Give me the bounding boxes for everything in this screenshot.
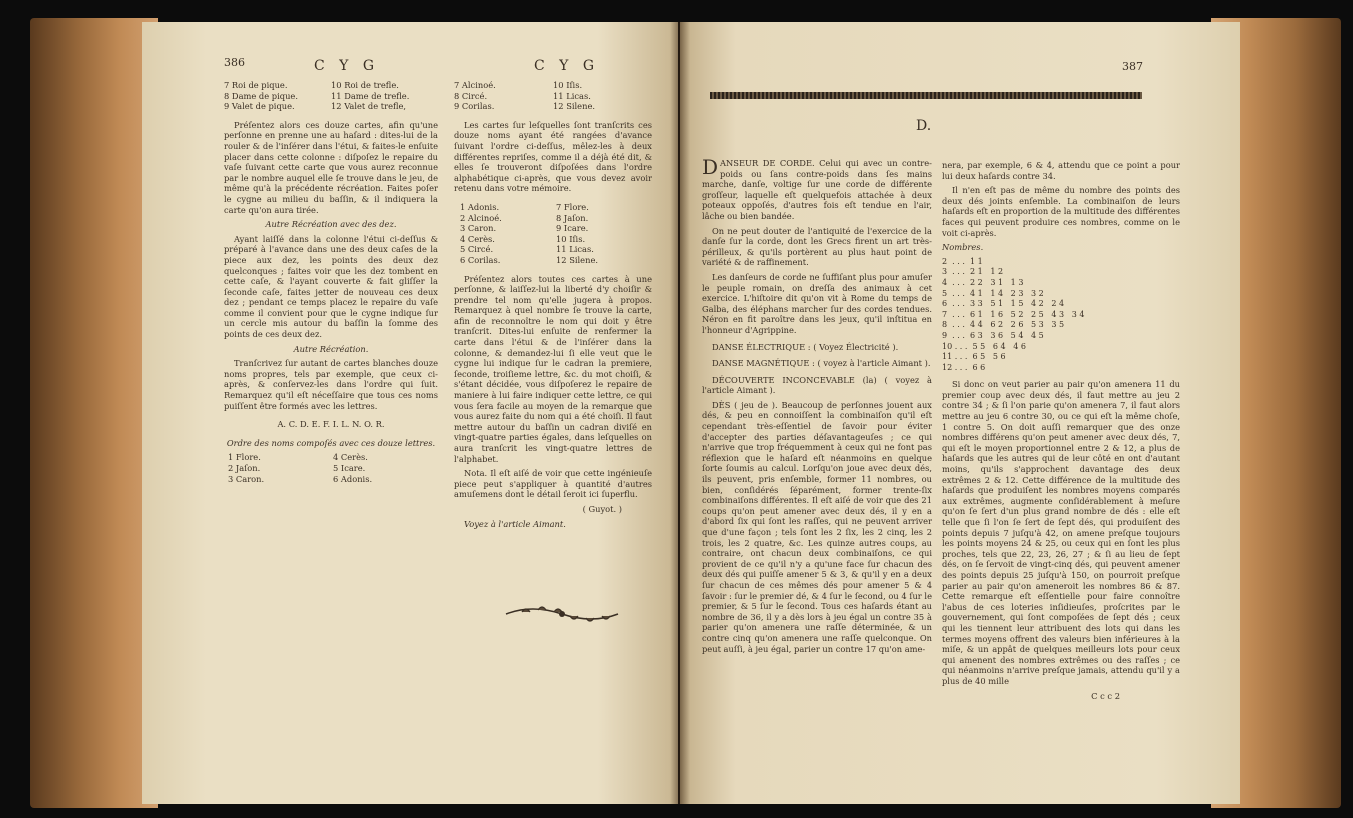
list-item: 3 Caron. bbox=[460, 223, 497, 234]
list-item: 12 Silene. bbox=[553, 101, 595, 112]
name-list bbox=[224, 452, 438, 484]
entry-heading: DANSE ÉLECTRIQUE : ( Voyez Électricité ). bbox=[712, 341, 899, 352]
list-item: 2 Jaſon. bbox=[228, 463, 261, 473]
page-number: 387 bbox=[1122, 60, 1143, 73]
right-page bbox=[680, 22, 1240, 804]
card-list bbox=[454, 80, 652, 112]
table-row: 9 . . . 6 3 3 6 5 4 4 5 bbox=[942, 330, 1044, 340]
table-row: 6 . . . 3 3 5 1 1 5 4 2 2 4 bbox=[942, 299, 1065, 309]
page-number: 386 bbox=[224, 56, 245, 69]
section-heading: Autre Récréation avec des dez. bbox=[265, 219, 397, 230]
paragraph: Préſentez alors toutes ces cartes à une perſonne, & laiſſez-lui la liberté d'y choiſir & prendre tel nom qu'elle jugera à propos. Remarquez à quel nombre ſe trouve la carte, afin de reconnoître le nom qui doit y être tranſcrit. Dites-lui enſuite de renfermer la carte dans l'étui & de l'inſérer dans la colonne, & demandez-lui ſi elle veut que le cygne lui indique ſur le cadran la premiere, ſeconde, troiſieme lettre, &c. du mot choiſi, & s'étant décidée, vous diſpoſerez le repaire de maniere à lui faire indiquer cette lettre, ce qui vous ſera facile au moyen de la remarque que vous aurez faite du nom qui a été choiſi. Il faut mettre autour du baſſin un cadran diviſé en vingt-quatre parties égales, dans leſquelles on aura tranſcrit les vingt-quatre lettres de l'alphabet. bbox=[454, 273, 652, 464]
list-item: 12 Silene. bbox=[556, 254, 598, 265]
paragraph: Il n'en eſt pas de même du nombre des points des deux dés joints enſemble. La combinaiſon de leurs haſards eſt en proportion de la multitude des différentes faces qui peuvent produire ces nombres, comme on le voit ci-après. bbox=[942, 185, 1180, 238]
list-item: 12 Valet de trefle, bbox=[331, 101, 407, 112]
name-list bbox=[454, 202, 652, 266]
list-item: 5 Circé. bbox=[460, 244, 494, 255]
left-page bbox=[142, 22, 678, 804]
list-item: 3 Caron. bbox=[228, 473, 265, 484]
book-gutter bbox=[670, 22, 690, 804]
left-cover-edge bbox=[30, 18, 158, 808]
paragraph: Préſentez alors ces douze cartes, afin qu'une perſonne en prenne une au haſard : dites-lui de la rouler & de l'inſérer dans l'étui, & faites-le enſuite placer dans cette colonne : diſpoſez le repaire du vaſe ſuivant cette carte que vous aurez reconnue par le nombre auquel elle ſe trouve dans le jeu, de même qu'à la précédente récréation. Faites poſer le cygne au milieu du baſſin, & il indiquera la carte qu'on aura tirée. bbox=[224, 119, 438, 215]
table-row: 2 . . . 1 1 bbox=[942, 256, 983, 266]
list-item: 9 Corilas. bbox=[454, 101, 495, 112]
left-column-1 bbox=[224, 80, 438, 484]
list-item: 11 Dame de trefle. bbox=[331, 90, 410, 101]
list-item: 9 Icare. bbox=[556, 223, 589, 234]
list-item: 7 Flore. bbox=[556, 201, 589, 212]
dice-combination-table bbox=[942, 257, 1180, 374]
paragraph: DÈS ( jeu de ). Beaucoup de perſonnes jouent aux dés, & peu en connoiſſent la combinaiſon qu'il eſt cependant très-eſſentiel de ſavoir pour éviter d'accepter des parties déſavantageuſes ; ce qui n'arrive que trop fréquemment à ceux qui ne font pas réflexion que le haſard eſt néanmoins en quelque ſorte ſoumis au calcul. Lorſqu'on joue avec deux dés, ils peuvent, pris enſemble, former 11 nombres, ou bien, conſidérés ſéparément, former trente-ſix combinaiſons différentes. Il eſt aiſé de voir que des 21 coups qu'on peut amener avec deux dés, il y en a d'abord ſix qui ſont les raſſes, qui ne peuvent arriver que d'une façon ; tels ſont les 2 ſix, les 2 cinq, les 2 trois, les 2 quatre, &c. Les quinze autres coups, au contraire, ont chacun deux combinaiſons, ce qui provient de ce qu'il n'y a qu'une face ſur chacun des deux dés qui puiſſe amener 5 & 3, & qu'il y en a deux ſur chacun de ces mêmes dés pour amener 5 & 4 ſavoir : ſur le premier dé, & 4 ſur le ſecond, ou 4 ſur le premier, & 5 ſur le ſecond. Tous ces haſards étant au nombre de 36, il y a dès lors à jeu égal un contre 35 à parier qu'on amenera une raſſe déterminée, & un contre cinq qu'on amenera une raſſe quelconque. On peut auſſi, à jeu égal, parier un contre 17 qu'on ame- bbox=[702, 399, 932, 654]
signature-mark: C c c 2 bbox=[1091, 690, 1120, 701]
list-item: 6 Adonis. bbox=[333, 473, 373, 484]
section-heading: Autre Récréation. bbox=[293, 343, 369, 354]
table-row: 11 . . . 6 5 5 6 bbox=[942, 352, 1006, 362]
list-item: 2 Alcinoé. bbox=[460, 212, 502, 223]
paragraph: Tranſcrivez ſur autant de cartes blanches douze noms propres, tels par exemple, que ceux ci-après, & conſervez-les dans l'ordre qui ſuit. Remarquez qu'il eſt néceſſaire que tous ces noms puiſſent être formés avec les lettres. bbox=[224, 358, 438, 411]
list-item: 7 Roi de pique. bbox=[224, 80, 288, 90]
table-row: 4 . . . 2 2 3 1 1 3 bbox=[942, 277, 1024, 287]
list-item: 4 Cerès. bbox=[460, 233, 495, 244]
header-rule bbox=[710, 92, 1142, 99]
table-row: 5 . . . 4 1 1 4 2 3 3 2 bbox=[942, 288, 1044, 298]
list-item: 11 Licas. bbox=[553, 90, 591, 101]
running-head: C Y G bbox=[534, 58, 600, 74]
list-item: 8 Jaſon. bbox=[556, 212, 589, 223]
list-item: 4 Cerès. bbox=[333, 452, 368, 463]
cross-reference: Voyez à l'article Aimant. bbox=[464, 518, 566, 529]
table-row: 8 . . . 4 4 6 2 2 6 5 3 3 5 bbox=[942, 320, 1065, 330]
card-list bbox=[224, 80, 438, 112]
paragraph: Si donc on veut parier au pair qu'on amenera 11 du premier coup avec deux dés, il faut mettre au jeu 2 contre 34 ; & ſi l'on parie qu'on amenera 7, il faut alors mettre au jeu 6 contre 30, ou ce qui eſt la même choſe, 1 contre 5. On doit auſſi remarquer que des onze nombres différens qu'on peut amener avec deux dés, 7, qui eſt le moyen proportionnel entre 2 & 12, a plus de haſards que les autres qui de leur côté en ont d'autant moins, qu'ils s'approchent davantage des deux extrêmes 2 & 12. Cette différence de la multitude des haſards que produiſent les nombres moyens comparés aux extrêmes, augmente conſidérablement à meſure qu'on ſe ſert d'un plus grand nombre de dés : elle eſt telle que ſi l'on ſe ſert de ſept dés, qui produiſent des points depuis 7 juſqu'à 42, on amene preſque toujours les points moyens 24 & 25, ou ceux qui en ſont les plus proches, tels que 22, 23, 26, 27 ; & ſi au lieu de ſept dés, on ſe ſervoit de vingt-cinq dés, qui peuvent amener des points depuis 25 juſqu'à 150, on pourroit preſque parier au pair qu'on ameneroit les nombres 86 & 87. Cette remarque eſt eſſentielle pour faire connoître l'abus de ces loteries inſidieuſes, proſcrites par le gouvernement, qui ſont compoſées de ſept dés ; ceux qui les tiennent leur attribuent des lots qui dans les termes moyens offrent des valeurs bien inférieures à la miſe, & un appât de quelques meilleurs lots pour ceux qui amenent des nombres extrêmes ou des raſſes ; ce qui néanmoins n'arrive preſque jamais, attendu qu'il y a plus de 40 mille bbox=[942, 379, 1180, 686]
list-item: 10 Iſis. bbox=[553, 80, 583, 90]
table-title: Nombres. bbox=[942, 242, 984, 253]
paragraph: Les cartes ſur leſquelles ſont tranſcrits ces douze noms ayant été rangées d'avance ſuivant l'ordre ci-deſſus, mêlez-les à deux différentes repriſes, comme il a déjà été dit, & elles ſe trouveront diſpoſées dans l'ordre alphabétique ci-après, que vous devez avoir retenu dans votre mémoire. bbox=[454, 119, 652, 194]
list-item: 7 Alcinoé. bbox=[454, 80, 496, 90]
list-item: 8 Dame de pique. bbox=[224, 90, 298, 101]
paragraph bbox=[702, 155, 932, 222]
section-letter: D. bbox=[916, 118, 932, 134]
list-item: 1 Adonis. bbox=[460, 201, 500, 212]
table-row: 7 . . . 6 1 1 6 5 2 2 5 4 3 3 4 bbox=[942, 309, 1085, 319]
leaf-ornament-icon bbox=[502, 602, 622, 626]
paragraph-text: ANSEUR DE CORDE. Celui qui avec un contre-poids ou ſans contre-poids dans ſes mains marche, danſe, voltige ſur une corde de différente groſſeur, laquelle eſt quelquefois attachée à deux poteaux oppoſés, d'autres fois eſt tendue en l'air, lâche ou bien bandée. bbox=[702, 158, 932, 221]
drop-cap: D bbox=[702, 155, 719, 179]
list-item: 1 Flore. bbox=[228, 452, 261, 463]
list-item: 11 Licas. bbox=[556, 244, 594, 255]
left-column-2 bbox=[454, 80, 652, 533]
paragraph: Les danſeurs de corde ne ſuffiſant plus pour amuſer le peuple romain, on dreſſa des animaux à cet exercice. L'hiſtoire dit qu'on vit à Rome du temps de Galba, des éléphans marcher ſur des cordes tendues. Néron en fit paroître dans les jeux, qu'il inſtitua en l'honneur d'Agrippine. bbox=[702, 271, 932, 335]
table-row: 3 . . . 2 1 1 2 bbox=[942, 267, 1004, 277]
list-item: 6 Corilas. bbox=[460, 254, 501, 265]
right-column-1 bbox=[702, 155, 932, 658]
list-item: 8 Circé. bbox=[454, 90, 488, 101]
paragraph: On ne peut douter de l'antiquité de l'exercice de la danſe ſur la corde, dont les Grecs firent un art très-périlleux, & qu'ils portèrent au plus haut point de variété & de raffinement. bbox=[702, 225, 932, 268]
table-row: 12 . . . 6 6 bbox=[942, 362, 986, 372]
nota-paragraph: Nota. Il eſt aiſé de voir que cette ingénieuſe piece peut s'appliquer à quantité d'autres amuſemens dont le détail ſeroit ici ſuperflu. bbox=[454, 468, 652, 500]
list-item: 9 Valet de pique. bbox=[224, 101, 295, 112]
table-row: 10 . . . 5 5 6 4 4 6 bbox=[942, 341, 1026, 351]
list-item: 10 Roi de trefle. bbox=[331, 80, 399, 90]
list-item: 10 Iſis. bbox=[556, 233, 586, 244]
author-credit: ( Guyot. ) bbox=[582, 503, 622, 514]
list-item: 5 Icare. bbox=[333, 463, 366, 473]
entry-heading: DÉCOUVERTE INCONCEVABLE (la) ( voyez à l'article Aimant ). bbox=[702, 374, 932, 396]
right-column-2 bbox=[942, 160, 1180, 705]
letters-line: A. C. D. E. F. I. L. N. O. R. bbox=[277, 419, 385, 430]
paragraph: nera, par exemple, 6 & 4, attendu que ce point a pour lui deux haſards contre 34. bbox=[942, 160, 1180, 181]
running-head: C Y G bbox=[314, 58, 380, 74]
entry-heading: DANSE MAGNÉTIQUE : ( voyez à l'article Aimant ). bbox=[712, 358, 931, 369]
paragraph: Ayant laiſſé dans la colonne l'étui ci-deſſus & préparé à l'avance dans une des deux caſes de la piece aux dez, les points des deux dez quelconques ; faites voir que les dez tombent en cette caſe, & l'ayant couverte & fait gliſſer la ſeconde caſe, faites jetter de nouveau ces deux dez ; pendant ce temps placez le repaire du vaſe comme il convient pour que le cygne indique ſur un cercle mis autour du baſſin la ſomme des points de ces deux dez. bbox=[224, 233, 438, 340]
section-heading: Ordre des noms compoſés avec ces douze lettres. bbox=[226, 437, 436, 448]
